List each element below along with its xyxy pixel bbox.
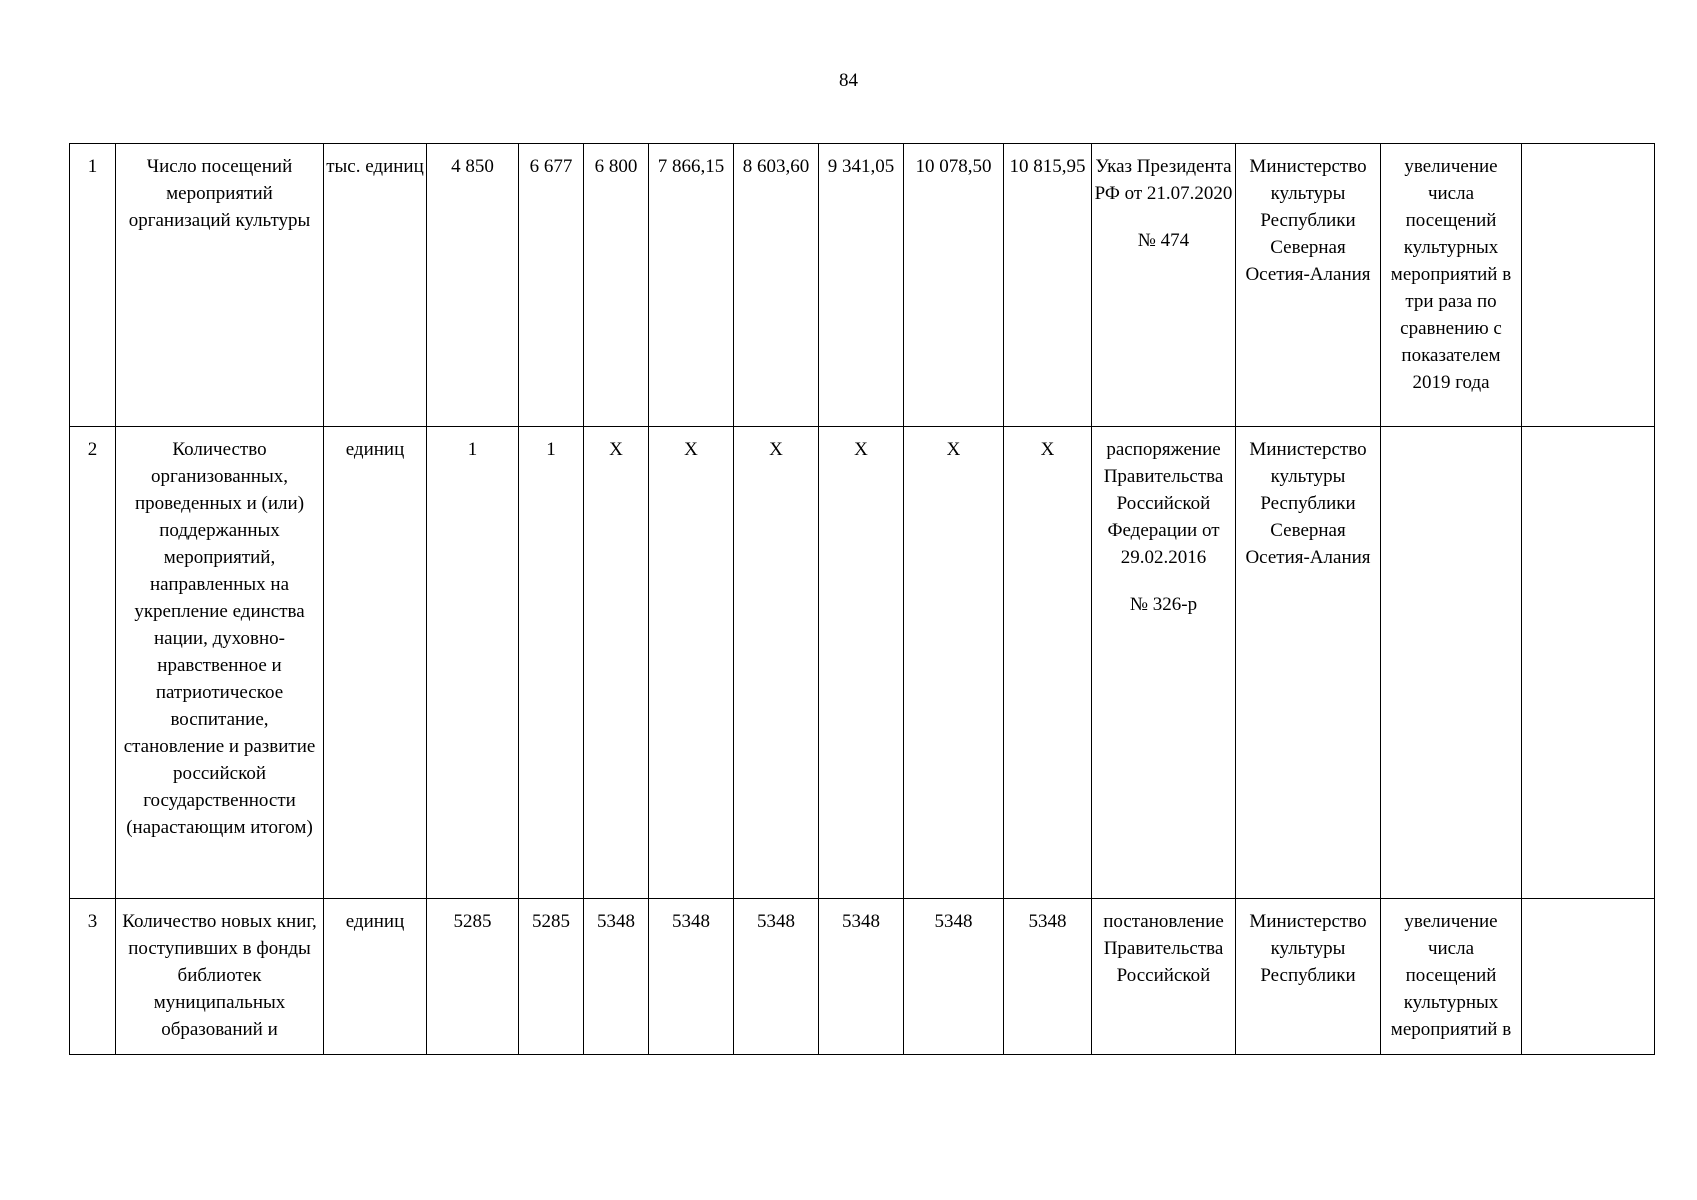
table-row bbox=[70, 427, 1655, 899]
value-cell: 10 078,50 bbox=[904, 144, 1004, 427]
page-number: 84 bbox=[839, 70, 858, 91]
value-cell: 5348 bbox=[734, 899, 819, 1055]
goal-cell bbox=[1381, 427, 1522, 899]
value-cell: 9 341,05 bbox=[819, 144, 904, 427]
basis-number: № 326-р bbox=[1129, 594, 1198, 615]
indicator-name: Количество новых книг, поступивших в фонды библиотек муниципальных образований и bbox=[116, 899, 324, 1055]
unit-cell: единиц bbox=[324, 899, 427, 1055]
row-number: 1 bbox=[70, 144, 116, 427]
basis-text: распоряжение Правительства Российской Федерации от 29.02.2016 bbox=[1103, 439, 1224, 568]
table-row bbox=[70, 144, 1655, 427]
indicators-table bbox=[69, 143, 1655, 1055]
goal-cell: увеличение числа посещений культурных мероприятий в три раза по сравнению с показателем 2019 года bbox=[1381, 144, 1522, 427]
value-cell: 6 800 bbox=[584, 144, 649, 427]
responsible-cell: Министерство культуры Республики bbox=[1236, 899, 1381, 1055]
unit-cell: тыс. единиц bbox=[324, 144, 427, 427]
value-cell: X bbox=[649, 427, 734, 899]
basis-text: постановление Правительства Российской bbox=[1103, 911, 1224, 986]
value-cell: 5285 bbox=[427, 899, 519, 1055]
extra-cell bbox=[1522, 144, 1655, 427]
value-cell: 8 603,60 bbox=[734, 144, 819, 427]
responsible-cell: Министерство культуры Республики Северная Осетия-Алания bbox=[1236, 427, 1381, 899]
value-cell: 7 866,15 bbox=[649, 144, 734, 427]
value-cell: 10 815,95 bbox=[1004, 144, 1092, 427]
basis-cell bbox=[1092, 144, 1236, 427]
value-cell: X bbox=[584, 427, 649, 899]
value-cell: 1 bbox=[519, 427, 584, 899]
table-row bbox=[70, 899, 1655, 1055]
indicator-name: Количество организованных, проведенных и (или) поддержанных мероприятий, направленных на укрепление единства нации, духовно-нравственное и патриотическое воспитание, становление и развитие российской государственности (нарастающим итогом) bbox=[116, 427, 324, 899]
value-cell: 5348 bbox=[1004, 899, 1092, 1055]
row-number: 3 bbox=[70, 899, 116, 1055]
value-cell: 1 bbox=[427, 427, 519, 899]
value-cell: 5348 bbox=[904, 899, 1004, 1055]
value-cell: 5348 bbox=[649, 899, 734, 1055]
value-cell: 5348 bbox=[584, 899, 649, 1055]
value-cell: X bbox=[819, 427, 904, 899]
value-cell: X bbox=[734, 427, 819, 899]
value-cell: 6 677 bbox=[519, 144, 584, 427]
indicator-name: Число посещений мероприятий организаций культуры bbox=[116, 144, 324, 427]
basis-text: Указ Президента РФ от 21.07.2020 bbox=[1094, 156, 1233, 204]
value-cell: 5348 bbox=[819, 899, 904, 1055]
row-number: 2 bbox=[70, 427, 116, 899]
unit-cell: единиц bbox=[324, 427, 427, 899]
basis-number: № 474 bbox=[1137, 230, 1190, 251]
value-cell: 4 850 bbox=[427, 144, 519, 427]
value-cell: X bbox=[1004, 427, 1092, 899]
extra-cell bbox=[1522, 899, 1655, 1055]
value-cell: X bbox=[904, 427, 1004, 899]
value-cell: 5285 bbox=[519, 899, 584, 1055]
extra-cell bbox=[1522, 427, 1655, 899]
basis-cell bbox=[1092, 427, 1236, 899]
basis-cell bbox=[1092, 899, 1236, 1055]
responsible-cell: Министерство культуры Республики Северная Осетия-Алания bbox=[1236, 144, 1381, 427]
goal-cell: увеличение числа посещений культурных мероприятий в bbox=[1381, 899, 1522, 1055]
